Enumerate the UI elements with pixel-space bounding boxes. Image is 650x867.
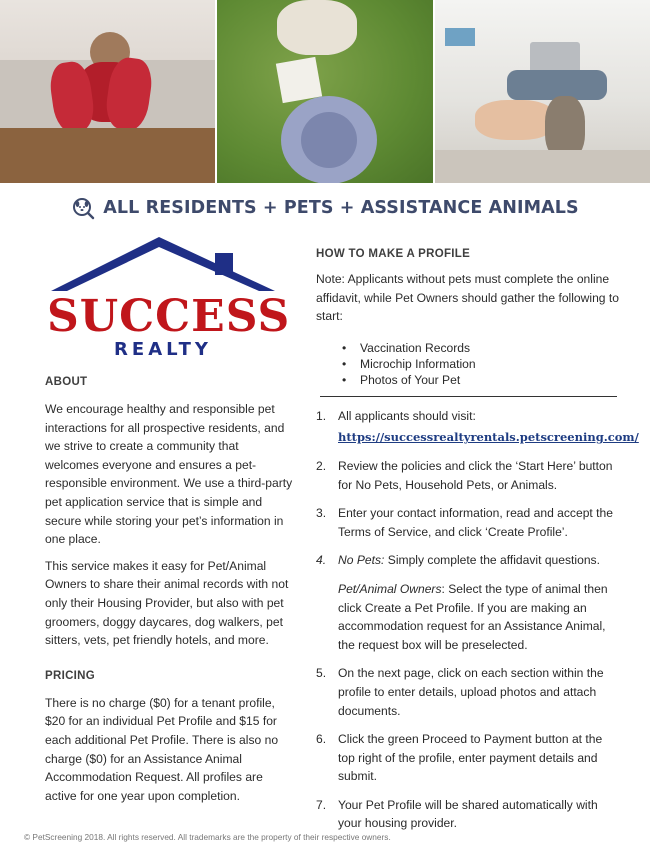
logo-word-realty: REALTY — [114, 339, 212, 360]
house-roof-icon — [47, 233, 279, 295]
success-realty-logo — [47, 233, 291, 361]
step-label: Pet/Animal Owners — [338, 581, 442, 596]
page-header — [0, 193, 650, 223]
step-label: No Pets: — [338, 553, 385, 568]
step-number: 2. — [316, 458, 327, 473]
step-5 — [316, 664, 621, 720]
howto-note: Note: Applicants without pets must complete the online affidavit, while Pet Owners should gather the following to start: — [316, 272, 619, 324]
howto-heading: HOW TO MAKE A PROFILE — [316, 248, 471, 260]
step-number: 3. — [316, 506, 327, 521]
photo-dog-lawn — [217, 0, 432, 183]
step-number: 5. — [316, 666, 327, 681]
list-item: • Microchip Information — [342, 356, 621, 372]
step-number: 1. — [316, 408, 327, 423]
step-text: Review the policies and click the ‘Start Here’ button for No Pets, Household Pets, or Animals. — [338, 458, 613, 492]
step-number: 4. — [316, 553, 327, 568]
step-7 — [316, 796, 621, 833]
list-item: • Vaccination Records — [342, 340, 621, 356]
step-text: Your Pet Profile will be shared automatically with your housing provider. — [338, 797, 598, 831]
step-text: Enter your contact information, read and accept the Terms of Service, and click ‘Create Profile’. — [338, 506, 613, 539]
logo-word-success: SUCCESS — [47, 291, 291, 342]
photo-strip — [0, 0, 650, 183]
step-number: 6. — [316, 732, 327, 747]
left-column — [45, 376, 295, 805]
step-6 — [316, 730, 621, 786]
petscreening-link[interactable]: https://successrealtyrentals.petscreening.com/ — [338, 430, 639, 445]
step-4-owners — [316, 580, 621, 654]
step-3 — [316, 504, 621, 541]
step-text: All applicants should visit: — [338, 408, 476, 423]
right-column — [316, 248, 639, 843]
step-text: On the next page, click on each section within the profile to enter details, upload photos and attach documents. — [338, 666, 604, 718]
list-item: • Photos of Your Pet — [342, 372, 621, 388]
step-2 — [316, 457, 621, 494]
dog-magnifier-icon — [71, 196, 95, 220]
about-heading: ABOUT — [45, 376, 88, 388]
photo-cat-laptop — [435, 0, 650, 183]
step-text: Click the green Proceed to Payment button at the top right of the profile, enter payment details and submit. — [338, 732, 603, 784]
copyright-footer: © PetScreening 2018. All rights reserved. All trademarks are the property of their respective owners. — [24, 832, 391, 842]
pricing-heading: PRICING — [45, 669, 96, 682]
step-1 — [316, 407, 639, 447]
photo-cozy-socks — [0, 0, 215, 183]
step-number — [316, 580, 338, 654]
about-paragraph-2: This service makes it easy for Pet/Animal Owners to share their animal records with not only their Housing Provider, but also with pet groomers, doggy daycares, dog walkers, pet sitters, vets, pet friendly hotels, and more. — [45, 558, 289, 648]
page-title: ALL RESIDENTS + PETS + ASSISTANCE ANIMALS — [103, 198, 579, 218]
step-text: Simply complete the affidavit questions. — [384, 553, 600, 568]
checklist — [342, 340, 621, 388]
pricing-paragraph: There is no charge ($0) for a tenant profile, $20 for an individual Pet Profile and $15 for each additional Pet Profile. There is also no charge ($0) for an Assistance Animal Accommodation Request. All profiles are active for one year upon completion. — [45, 695, 279, 803]
step-4 — [316, 551, 621, 570]
divider — [320, 396, 617, 397]
about-paragraph-1: We encourage healthy and responsible pet interactions for all prospective residents, and we strive to create a community that welcomes everyone and ensures a pet-responsible environment. We use a third-party pet application service that is simple and secure while storing your pet’s information in one place. — [45, 402, 293, 547]
step-text: : Select the type of animal then click Create a Pet Profile. If you are making an accommodation request for an Assistance Animal, the request box will be preselected. — [338, 581, 608, 652]
steps-list — [316, 407, 639, 833]
step-number: 7. — [316, 797, 327, 812]
